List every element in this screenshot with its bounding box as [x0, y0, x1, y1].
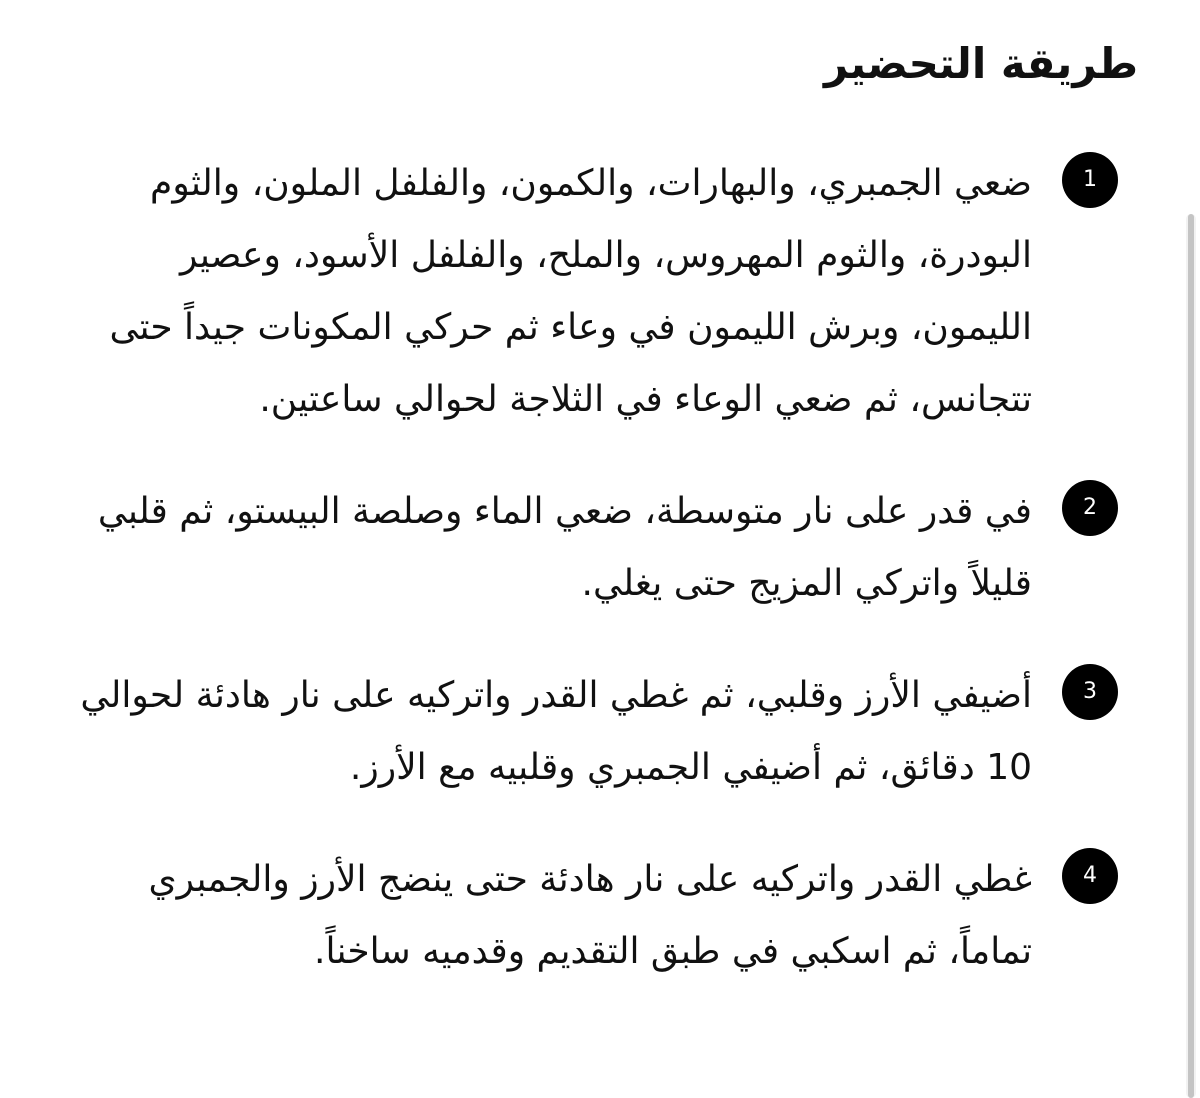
step-text: في قدر على نار متوسطة، ضعي الماء وصلصة البيستو، ثم قلبي قليلاً واتركي المزيج حتى يغلي.: [97, 491, 1032, 604]
step-item-1: [58, 148, 1118, 436]
step-number-badge: 1: [1062, 152, 1118, 208]
step-number-badge: 2: [1062, 480, 1118, 536]
step-item-2: [58, 476, 1118, 620]
step-item-4: [58, 844, 1118, 988]
step-number-badge: 3: [1062, 664, 1118, 720]
step-text: أضيفي الأرز وقلبي، ثم غطي القدر واتركيه على نار هادئة لحوالي 10 دقائق، ثم أضيفي الجمبري وقلبيه مع الأرز.: [80, 675, 1032, 788]
section-title: طريقة التحضير: [823, 39, 1138, 88]
step-item-3: [58, 660, 1118, 804]
scrollbar-thumb[interactable]: [1188, 214, 1194, 1098]
steps-list: [58, 148, 1118, 1028]
step-text: ضعي الجمبري، والبهارات، والكمون، والفلفل الملون، والثوم البودرة، والثوم المهروس، والملح، والفلفل الأسود، وعصير الليمون، وبرش الليمون في وعاء ثم حركي المكونات جيداً حتى تتجانس، ثم ضعي الوعاء في الثلاجة لحوالي ساعتين.: [109, 163, 1032, 420]
scrollbar[interactable]: [1186, 214, 1196, 1098]
step-text: غطي القدر واتركيه على نار هادئة حتى ينضج الأرز والجمبري تماماً، ثم اسكبي في طبق التقديم وقدميه ساخناً.: [148, 859, 1032, 972]
step-number-badge: 4: [1062, 848, 1118, 904]
